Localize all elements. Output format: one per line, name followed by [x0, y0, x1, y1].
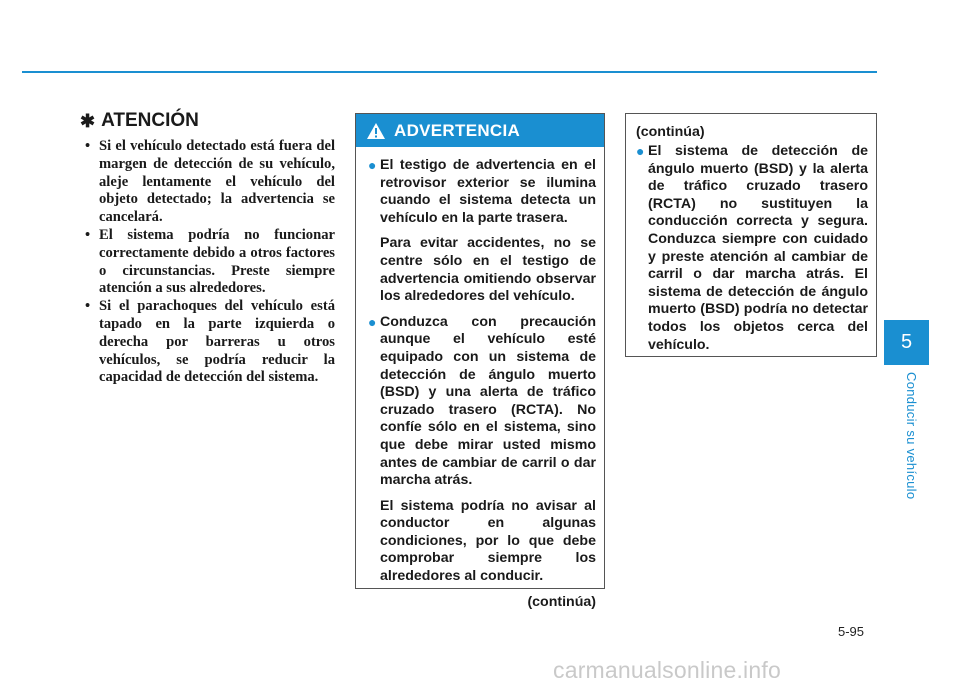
continued-bullet: ● El sistema de detección de ángulo muerto (BSD) y la alerta de tráfico cruzado trasero (RCTA) no sustituyen la conducción correcta y segura. Conduzca siempre con cuidado y preste atención al cambiar de carril o dar marcha atrás. El sistema de detección de ángulo muerto (BSD) podría no detectar todos los objetos cerca del vehículo. [636, 143, 868, 353]
warning-continued: (continúa) [527, 593, 596, 610]
bullet-icon: • [85, 226, 91, 243]
page-number: 5-95 [838, 624, 865, 639]
warning-title: ADVERTENCIA [394, 120, 521, 140]
warning-triangle-icon [366, 122, 386, 140]
warning-bullet-2: ● Conduzca con precaución aunque el vehículo esté equipado con un sistema de detección de ángulo muerto (BSD) y una alerta de tráfico cruzado trasero (RCTA). No confíe sólo en el sistema, sino que debe mirar usted mismo antes de cambiar de carril o dar marcha atrás. [368, 313, 596, 489]
continued-header: (continúa) [636, 124, 705, 140]
chapter-tab: 5 [884, 320, 929, 365]
warning-bullet-1: ● El testigo de advertencia en el retrovisor exterior se ilumina cuando el sistema detecta un vehículo en la parte trasera. [368, 157, 596, 226]
bullet-icon: ● [636, 143, 645, 159]
watermark: carmanualsonline.info [553, 657, 781, 683]
attention-title-text: ATENCIÓN [101, 110, 199, 131]
warning-paragraph-1: Para evitar accidentes, no se centre sólo en el testigo de advertencia omitiendo observar los alrededores del vehículo. [380, 235, 596, 305]
bullet-icon: • [85, 298, 91, 315]
asterisk-icon: ✱ [80, 110, 96, 131]
list-item: • Si el parachoques del vehículo está tapado en la parte izquierda o derecha por barreras u otros vehículos, se podría reducir la capacidad de detección del sistema. [85, 298, 335, 386]
bullet-icon: • [85, 138, 91, 154]
warning-header [356, 114, 604, 147]
attention-title [80, 110, 335, 132]
attention-list [80, 138, 335, 387]
chapter-label: Conducir su vehículo [904, 372, 919, 500]
list-item: • El sistema podría no funcionar correctamente debido a otros factores o circunstancias. Preste siempre atención a sus alrededores. [85, 226, 335, 297]
warning-paragraph-2: El sistema podría no avisar al conductor en algunas condiciones, por lo que debe comprobar siempre los alrededores al conducir. [380, 497, 596, 585]
warning-body [356, 147, 604, 611]
bullet-icon: ● [368, 157, 377, 173]
bullet-icon: ● [368, 313, 377, 330]
list-item: • Si el vehículo detectado está fuera del margen de detección de su vehículo, aleje lentamente el vehículo del objeto detectado; la advertencia se cancelará. [85, 138, 335, 226]
top-rule [22, 71, 877, 73]
continued-box [625, 113, 877, 357]
warning-box [355, 113, 605, 610]
attention-section [80, 110, 335, 387]
